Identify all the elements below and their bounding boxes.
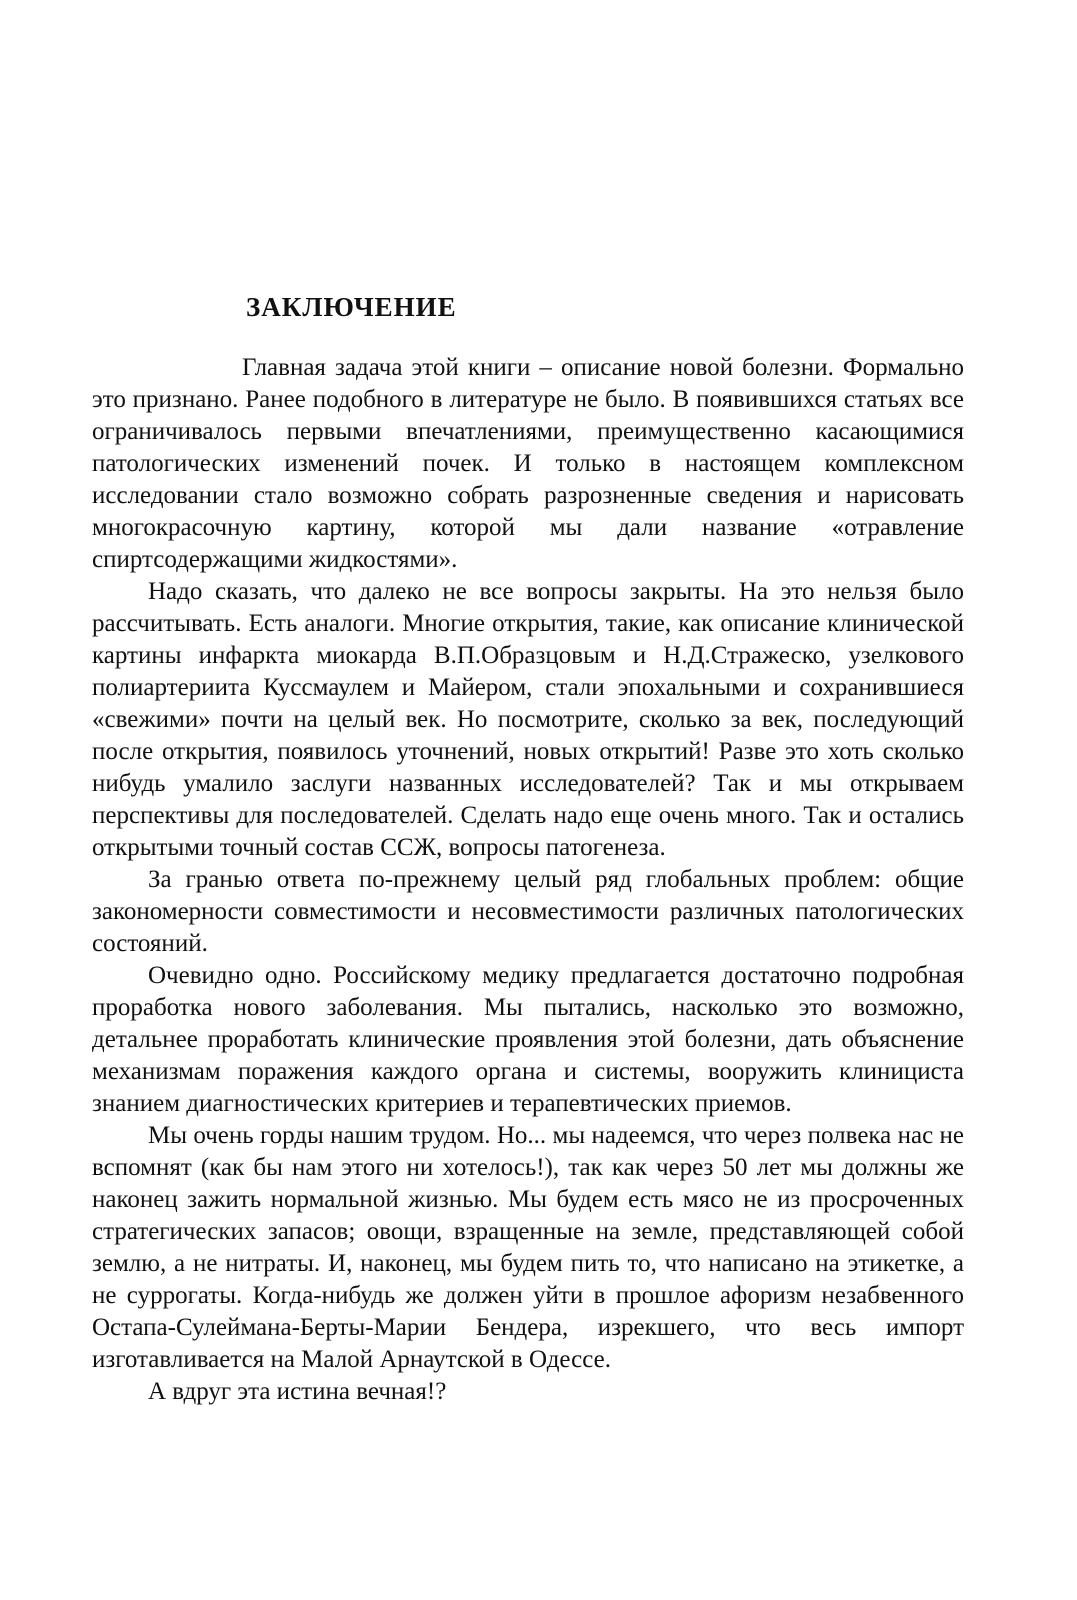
paragraph-1: Главная задача этой книги – описание новой болезни. Формально это признано. Ранее подобного в литературе не было. В появившихся статьях все ограничивалось первыми впечатлениями, преимущественно касающимися патологических изменений почек. И только в настоящем комплексном исследовании стало возможно собрать разрозненные сведения и нарисовать многокрасочную картину, которой мы дали название «отравление спиртсодержащими жидкостями». [92,354,964,573]
chapter-body [92,352,964,1408]
chapter-title: ЗАКЛЮЧЕНИЕ [246,292,457,322]
paragraph-6: А вдруг эта истина вечная!? [148,1378,447,1405]
paragraph-5: Мы очень горды нашим трудом. Но... мы надеемся, что через полвека нас не вспомнят (как бы нам этого ни хотелось!), так как через 50 лет мы должны же наконец зажить нормальной жизнью. Мы будем есть мясо не из просроченных стратегических запасов; овощи, взращенные на земле, представляющей собой землю, а не нитраты. И, наконец, мы будем пить то, что написано на этикетке, а не суррогаты. Когда-нибудь же должен уйти в прошлое афоризм незабвенного Остапа-Сулеймана-Берты-Марии Бендера, изрекшего, что весь импорт изготавливается на Малой Арнаутской в Одессе. [92,1122,964,1373]
paragraph-3: За гранью ответа по-прежнему целый ряд глобальных проблем: общие закономерности совместимости и несовместимости различных патологических состояний. [92,866,964,957]
paragraph-2: Надо сказать, что далеко не все вопросы закрыты. На это нельзя было рассчитывать. Есть аналоги. Многие открытия, такие, как описание клинической картины инфаркта миокарда В.П.Образцовым и Н.Д.Стражеско, узелкового полиартериита Куссмаулем и Майером, стали эпохальными и сохранившиеся «свежими» почти на целый век. Но посмотрите, сколько за век, последующий после открытия, появилось уточнений, новых открытий! Разве это хоть сколько нибудь умалило заслуги названных исследователей? Так и мы открываем перспективы для последователей. Сделать надо еще очень много. Так и остались открытыми точный состав ССЖ, вопросы патогенеза. [92,578,964,861]
paragraph-4: Очевидно одно. Российскому медику предлагается достаточно подробная проработка нового заболевания. Мы пытались, насколько это возможно, детальнее проработать клинические проявления этой болезни, дать объяснение механизмам поражения каждого органа и системы, вооружить клинициста знанием диагностических критериев и терапевтических приемов. [92,962,964,1117]
